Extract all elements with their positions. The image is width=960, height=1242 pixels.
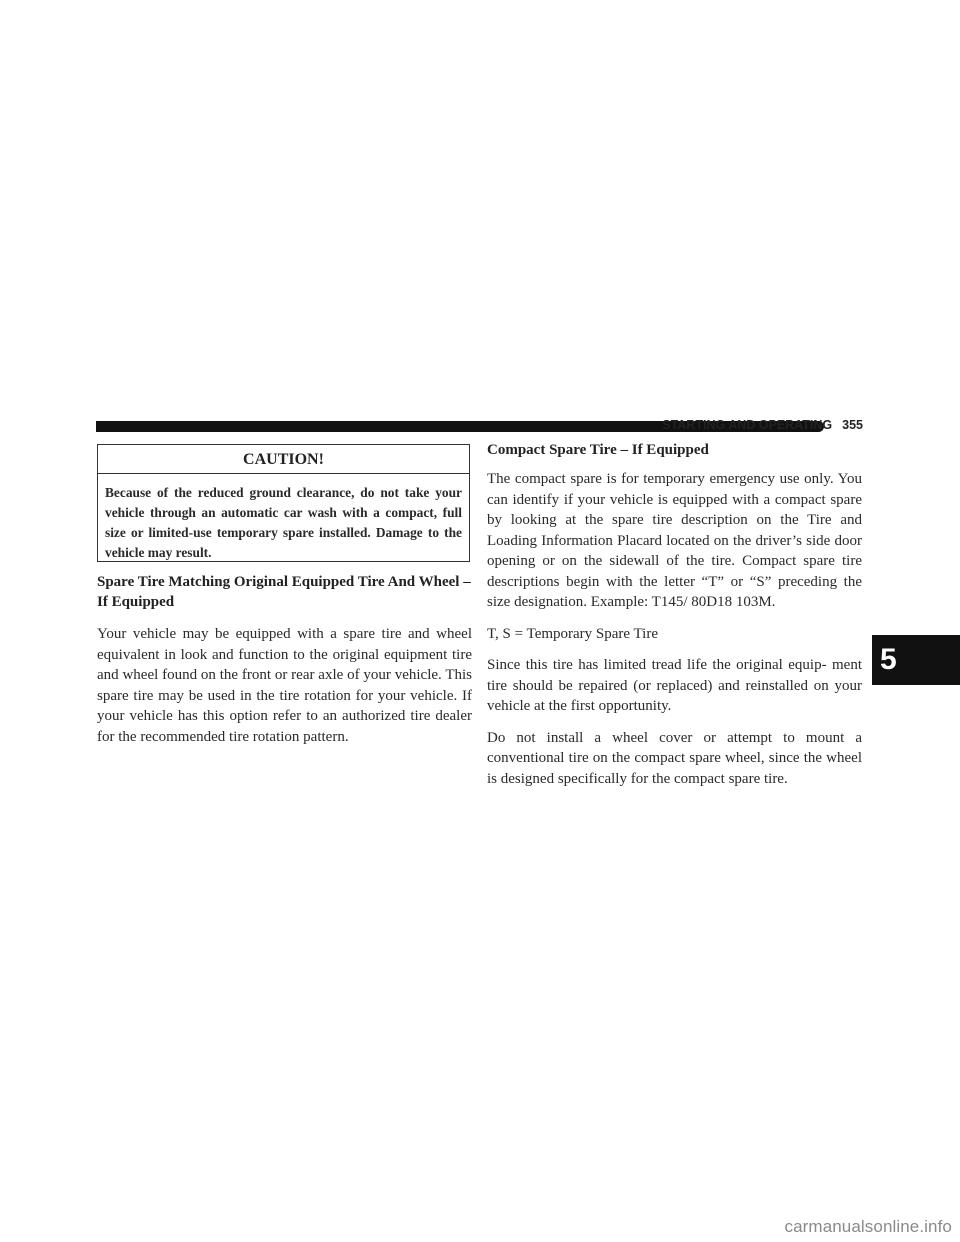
spare-matching-heading: Spare Tire Matching Original Equipped Tire And Wheel – If Equipped (97, 574, 471, 610)
spare-matching-paragraph: Your vehicle may be equipped with a spare tire and wheel equivalent in look and function to the original equipment tire and wheel found on the front or rear axle of your vehicle. This spare tire may be used in the tire rotation for your vehicle. If your vehicle has this option refer to an authorized tire dealer for the recommended tire rotation pattern. (97, 626, 472, 745)
watermark: carmanualsonline.info (784, 1217, 952, 1236)
caution-box (97, 444, 470, 562)
right-column (487, 440, 862, 800)
compact-spare-paragraph-1: The compact spare is for temporary emergency use only. You can identify if your vehicle is equipped with a compact spare by looking at the spare tire description on the Tire and Loading Information Placard located on the driver’s side door opening or on the sidewall of the tire. Compact spare tire descriptions begin with the letter “T” or “S” preceding the size designation. Example: T145/ 80D18 103M. (487, 471, 862, 610)
section-title: STARTING AND OPERATING (662, 418, 833, 432)
page-number: 355 (842, 418, 863, 432)
compact-spare-heading: Compact Spare Tire – If Equipped (487, 442, 709, 458)
compact-spare-paragraph-2: T, S = Temporary Spare Tire (487, 625, 659, 642)
caution-body: Because of the reduced ground clearance, do not take your vehicle through an automatic car wash with a compact, full size or limited-use temporary spare installed. Damage to the vehicle may result. (105, 485, 462, 560)
running-header (662, 418, 863, 432)
compact-spare-paragraph-3: Since this tire has limited tread life the original equip- ment tire should be repaired (or replaced) and reinstalled on your vehicle at the first opportunity. (487, 657, 862, 714)
caution-title: CAUTION! (98, 445, 469, 474)
chapter-tab: 5 (872, 635, 960, 685)
left-column (97, 572, 472, 747)
compact-spare-paragraph-4: Do not install a wheel cover or attempt to mount a conventional tire on the compact spare wheel, since the wheel is designed specifically for the compact spare tire. (487, 729, 862, 787)
